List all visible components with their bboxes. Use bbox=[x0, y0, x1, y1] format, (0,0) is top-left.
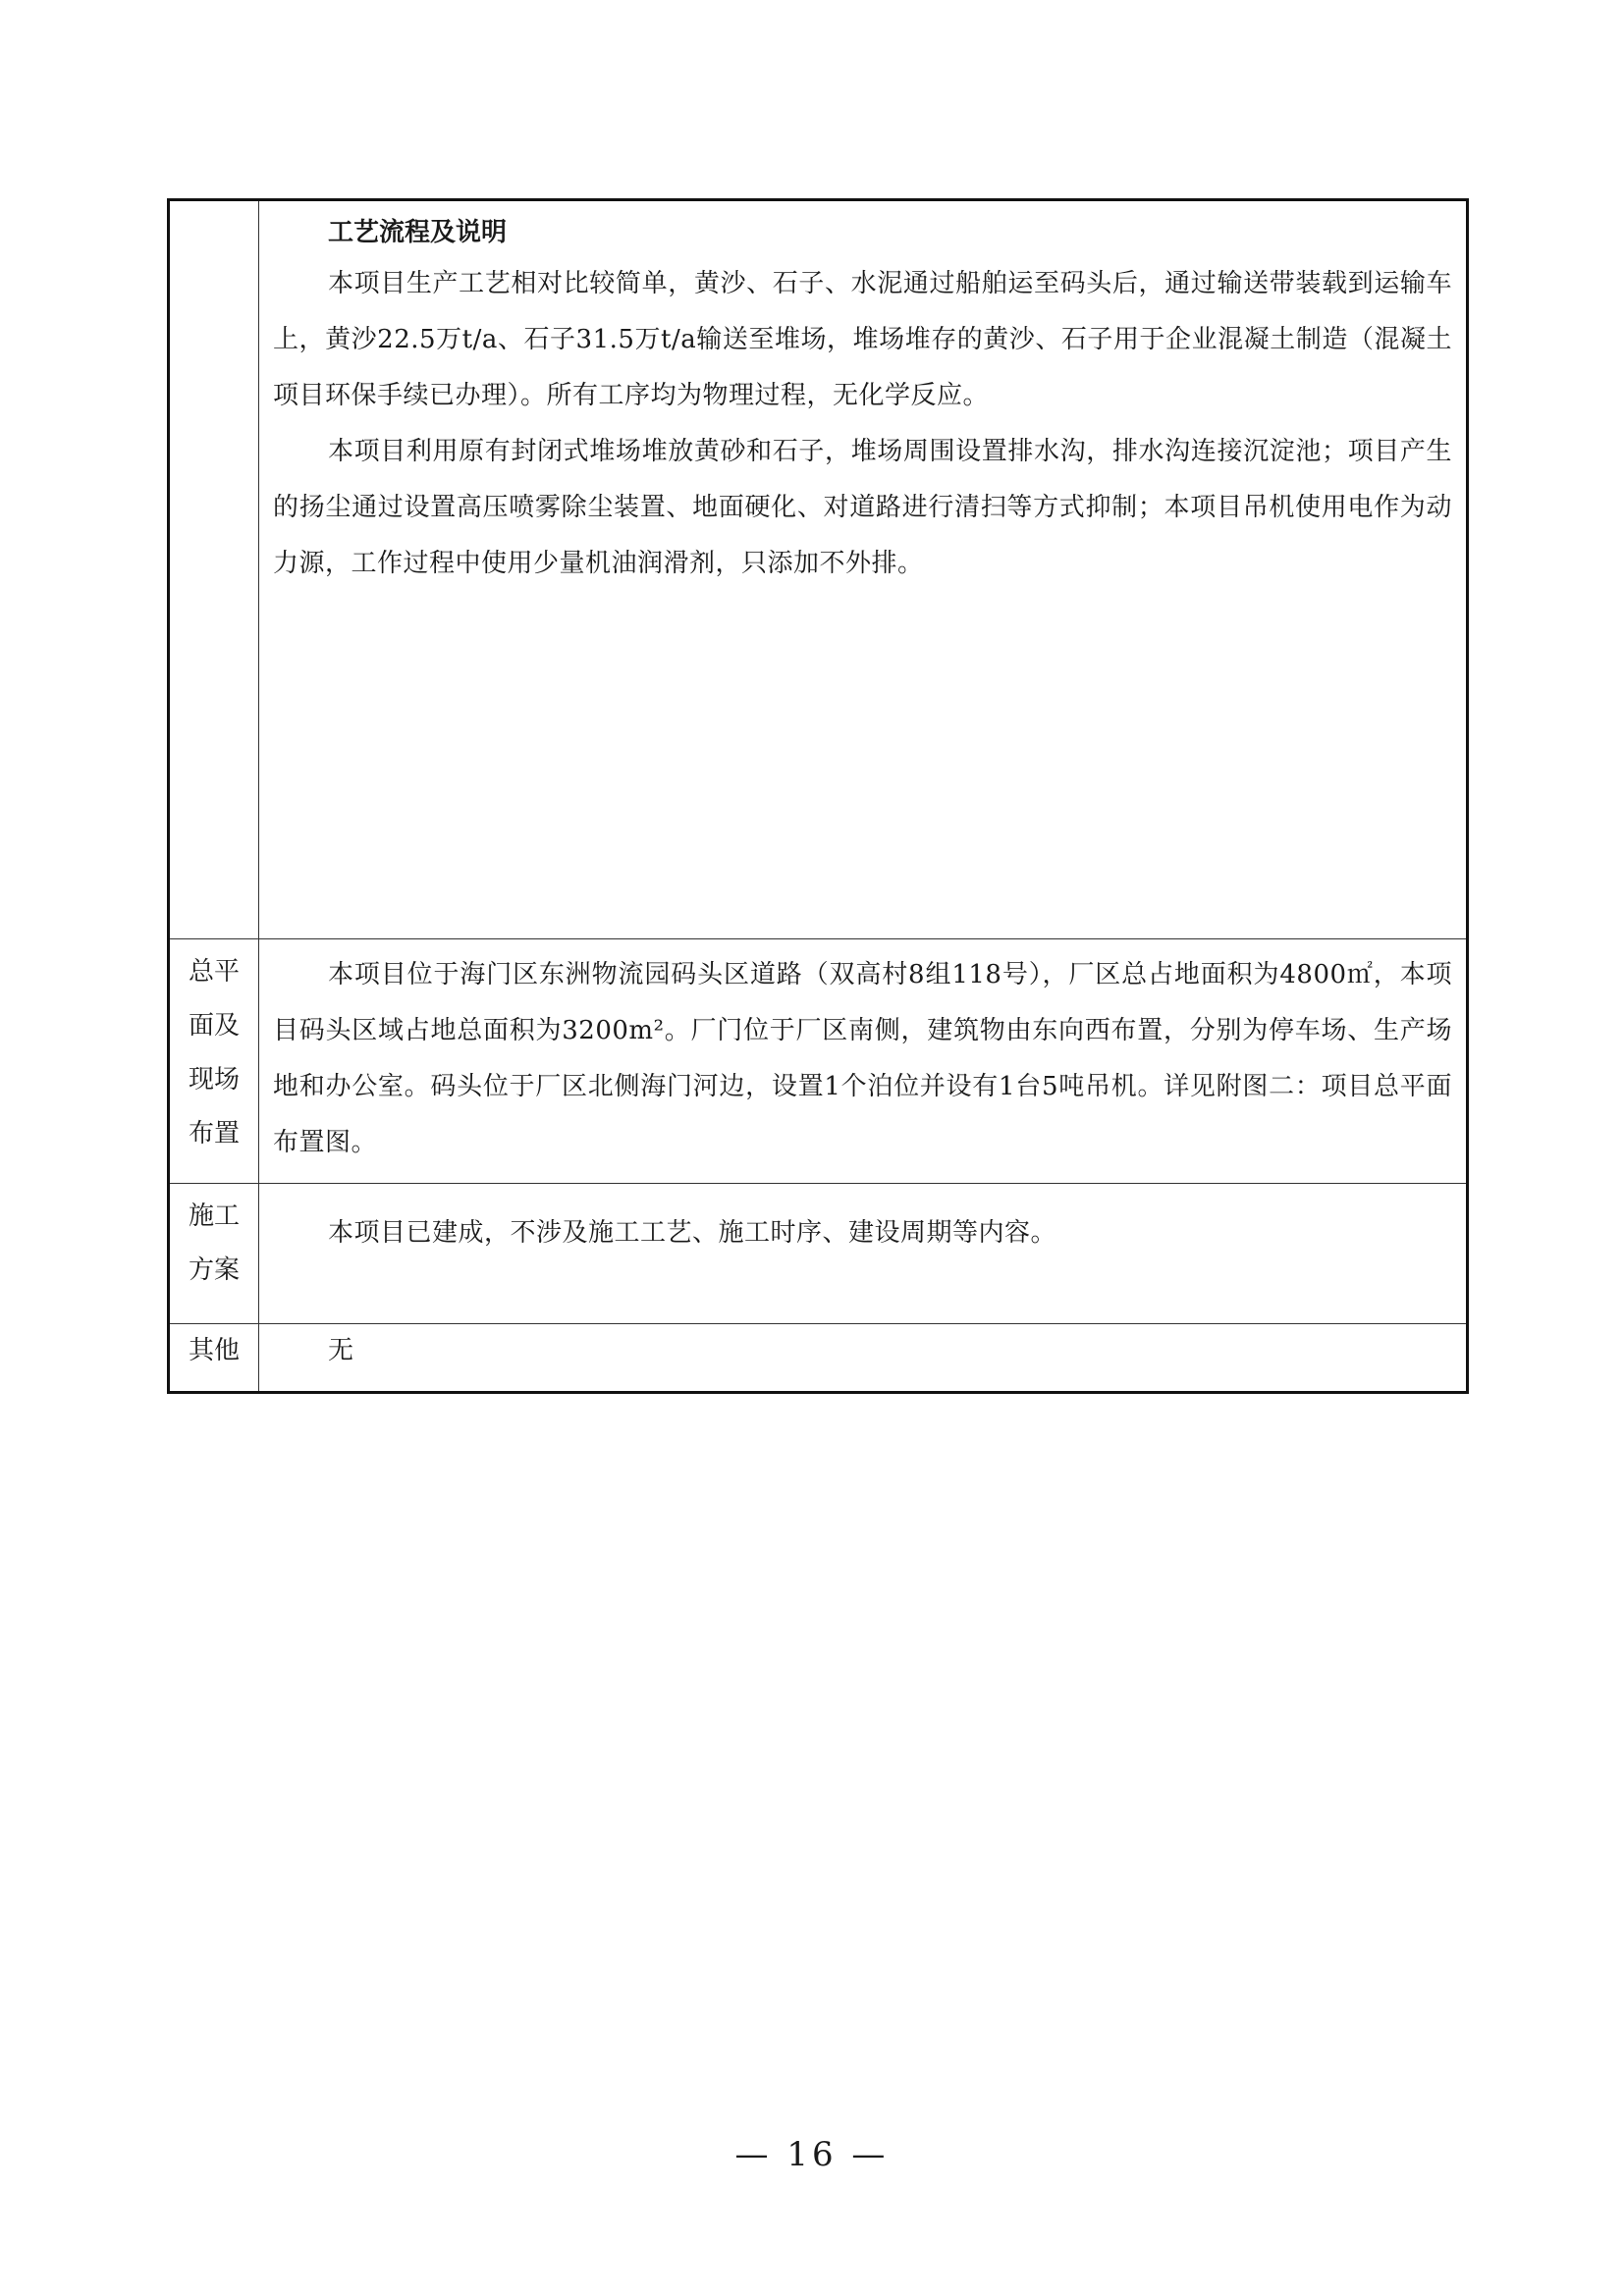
construction-label: 施工 方案 bbox=[188, 1201, 240, 1285]
other-paragraph: 无 bbox=[328, 1336, 354, 1365]
plan-label-cell bbox=[169, 939, 259, 1184]
construction-label-cell bbox=[169, 1184, 259, 1324]
plan-row bbox=[169, 939, 1468, 1184]
plan-content-cell bbox=[259, 939, 1468, 1184]
other-content-cell bbox=[259, 1324, 1468, 1393]
other-row bbox=[169, 1324, 1468, 1393]
other-label: 其他 bbox=[188, 1336, 240, 1365]
plan-paragraph: 本项目位于海门区东洲物流园码头区道路（双高村8组118号），厂区总占地面积为4800㎡，本项目码头区域占地总面积为3200m²。厂门位于厂区南侧，建筑物由东向西布置，分别为停车场、生产场地和办公室。码头位于厂区北侧海门河边，设置1个泊位并设有1台5吨吊机。详见附图二：项目总平面布置图。 bbox=[273, 960, 1452, 1157]
info-table bbox=[167, 198, 1469, 1394]
process-paragraph-1: 本项目生产工艺相对比较简单，黄沙、石子、水泥通过船舶运至码头后，通过输送带装载到运输车上，黄沙22.5万t/a、石子31.5万t/a输送至堆场，堆场堆存的黄沙、石子用于企业混凝土制造（混凝土项目环保手续已办理）。所有工序均为物理过程，无化学反应。 bbox=[273, 269, 1452, 410]
process-row bbox=[169, 200, 1468, 939]
construction-row bbox=[169, 1184, 1468, 1324]
plan-label: 总平 面及 现场 布置 bbox=[188, 957, 240, 1148]
process-content-cell bbox=[259, 200, 1468, 939]
construction-content-cell bbox=[259, 1184, 1468, 1324]
process-label-cell bbox=[169, 200, 259, 939]
process-section-title: 工艺流程及说明 bbox=[328, 218, 508, 247]
process-paragraph-2: 本项目利用原有封闭式堆场堆放黄砂和石子，堆场周围设置排水沟，排水沟连接沉淀池；项目产生的扬尘通过设置高压喷雾除尘装置、地面硬化、对道路进行清扫等方式抑制；本项目吊机使用电作为动力源，工作过程中使用少量机油润滑剂，只添加不外排。 bbox=[273, 437, 1452, 578]
page-number: — 16 — bbox=[734, 2135, 890, 2174]
construction-paragraph: 本项目已建成，不涉及施工工艺、施工时序、建设周期等内容。 bbox=[328, 1218, 1057, 1248]
other-label-cell bbox=[169, 1324, 259, 1393]
